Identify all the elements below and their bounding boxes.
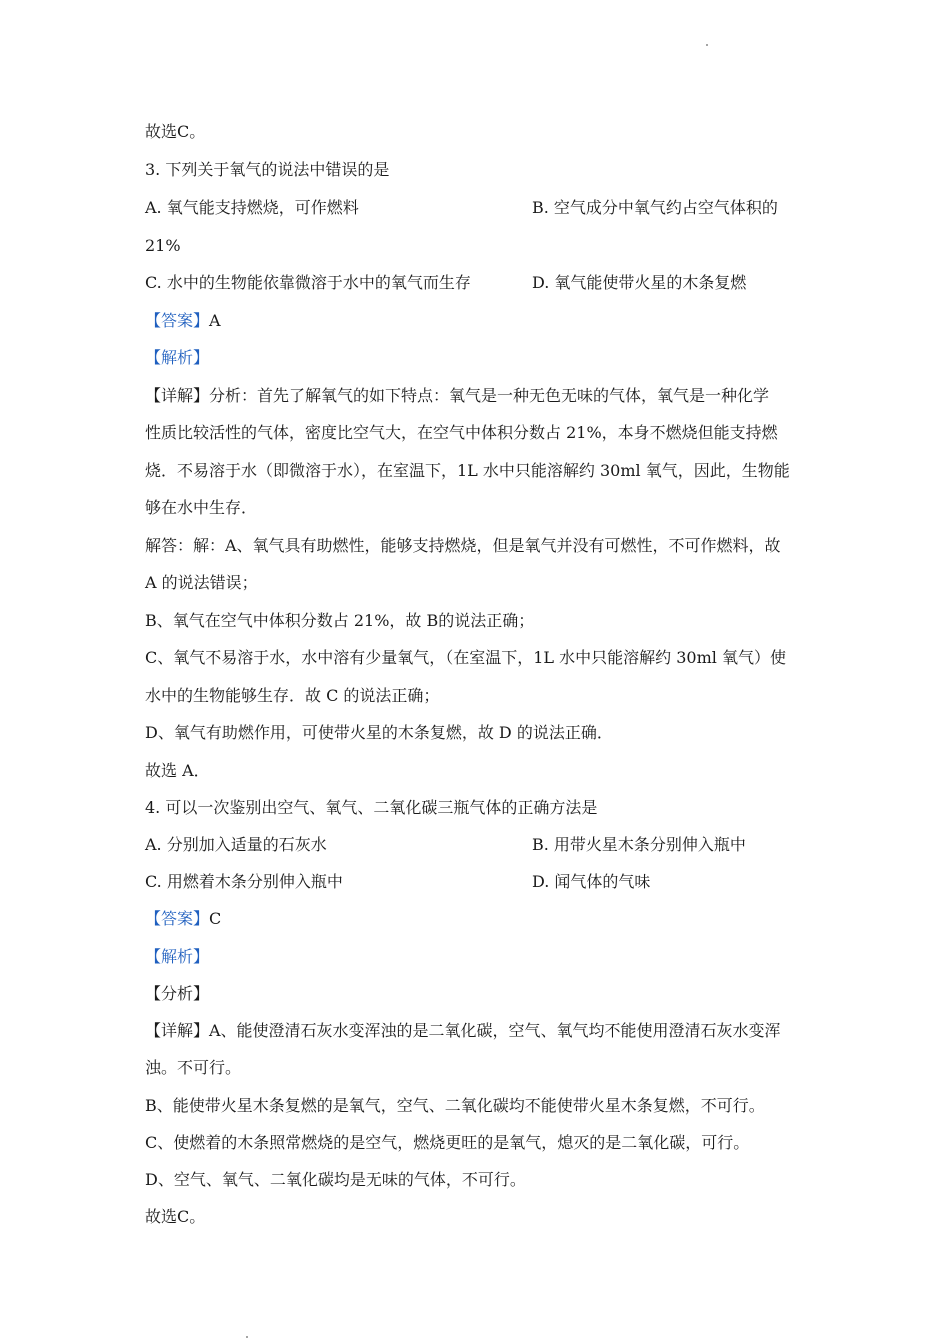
q4-detail-line: C、使燃着的木条照常燃烧的是空气，燃烧更旺的是氧气，熄灭的是二氧化碳，可行。 (145, 1133, 750, 1152)
q4-fenxi-label: 【分析】 (145, 984, 210, 1003)
q3-answer (145, 311, 221, 331)
q4-stem: 4. 可以一次鉴别出空气、氧气、二氧化碳三瓶气体的正确方法是 (145, 798, 598, 817)
q4-option-a: A. 分别加入适量的石灰水 (145, 835, 327, 854)
q3-detail-line: A 的说法错误； (145, 573, 258, 592)
q4-option-d: D. 闻气体的气味 (532, 872, 651, 891)
q3-stem: 3. 下列关于氧气的说法中错误的是 (145, 160, 390, 179)
q3-option-b-cont: 21% (145, 236, 181, 255)
q4-detail-line: 浊。不可行。 (145, 1058, 242, 1077)
speck (246, 1336, 248, 1338)
q4-analysis-label: 【解析】 (145, 947, 210, 966)
q3-detail-line: 够在水中生存． (145, 498, 258, 517)
q3-analysis-label: 【解析】 (145, 348, 210, 367)
answer-value: C (209, 909, 222, 928)
q3-option-d: D. 氧气能使带火星的木条复燃 (532, 273, 747, 292)
q3-option-a: A. 氧气能支持燃烧，可作燃料 (145, 198, 359, 217)
q3-detail-line: 烧．不易溶于水（即微溶于水），在室温下，1L 水中只能溶解约 30ml 氧气，因此，生物能 (145, 461, 790, 480)
q3-detail-line: 故选 A． (145, 761, 210, 780)
q3-detail-line: B、氧气在空气中体积分数占 21%，故 B的说法正确； (145, 611, 535, 630)
q3-detail-line: 性质比较活性的气体，密度比空气大，在空气中体积分数占 21%，本身不燃烧但能支持燃 (145, 423, 778, 442)
q4-option-b: B. 用带火星木条分别伸入瓶中 (532, 835, 746, 854)
q3-detail-line: 【详解】分析：首先了解氧气的如下特点：氧气是一种无色无味的气体，氧气是一种化学 (145, 386, 770, 405)
q3-detail-line: 解答：解：A、氧气具有助燃性，能够支持燃烧，但是氧气并没有可燃性，不可作燃料，故 (145, 536, 781, 555)
speck (706, 44, 708, 46)
q3-detail-line: D、氧气有助燃作用，可使带火星的木条复燃，故 D 的说法正确． (145, 723, 613, 742)
q4-detail-line: D、空气、氧气、二氧化碳均是无味的气体，不可行。 (145, 1170, 526, 1189)
answer-value: A (209, 311, 221, 330)
q3-option-c: C. 水中的生物能依靠微溶于水中的氧气而生存 (145, 273, 471, 292)
q3-detail-line: C、氧气不易溶于水，水中溶有少量氧气，（在室温下，1L 水中只能溶解约 30ml 氧气）使 (145, 648, 786, 667)
q4-detail-line: 【详解】A、能使澄清石灰水变浑浊的是二氧化碳，空气、氧气均不能使用澄清石灰水变浑 (145, 1021, 781, 1040)
answer-label: 【答案】 (145, 909, 210, 928)
q3-option-b: B. 空气成分中氧气约占空气体积的 (532, 198, 778, 217)
q2-conclusion: 故选C。 (145, 122, 206, 141)
answer-label: 【答案】 (145, 311, 210, 330)
q4-option-c: C. 用燃着木条分别伸入瓶中 (145, 872, 343, 891)
q3-detail-line: 水中的生物能够生存．故 C 的说法正确； (145, 686, 440, 705)
q4-detail-line: 故选C。 (145, 1207, 206, 1226)
q4-detail-line: B、能使带火星木条复燃的是氧气，空气、二氧化碳均不能使带火星木条复燃，不可行。 (145, 1096, 765, 1115)
q4-answer (145, 909, 221, 929)
